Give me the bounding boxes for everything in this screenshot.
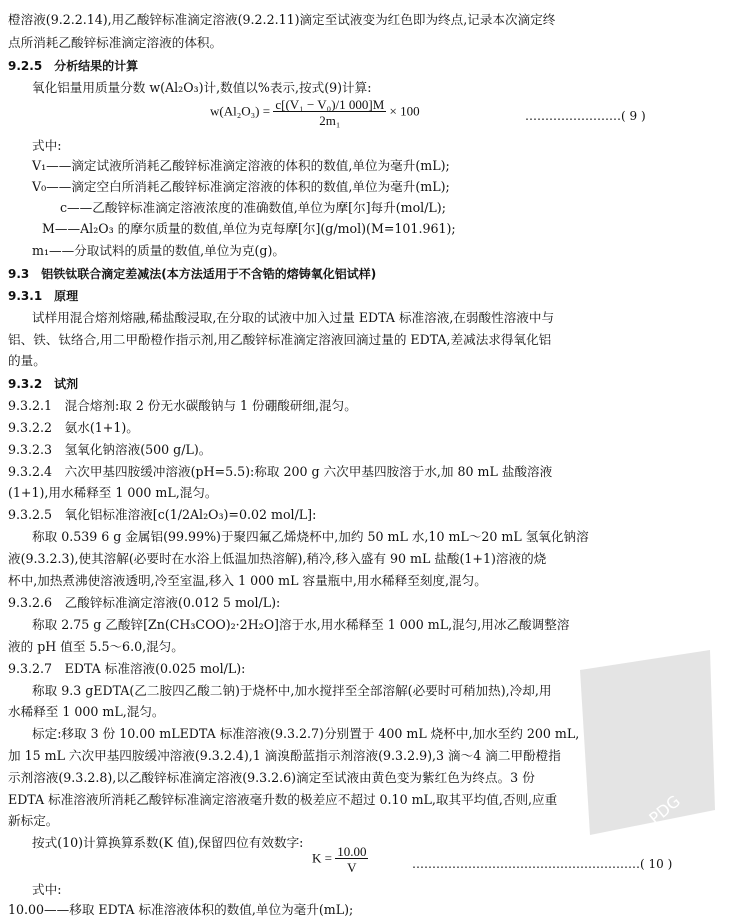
text-line: 式中:	[32, 882, 62, 897]
text-line: 10.00——移取 EDTA 标准溶液体积的数值,单位为毫升(mL);	[8, 902, 354, 917]
list-item: 9.3.2.6 乙酸锌标准滴定溶液(0.012 5 mol/L):	[8, 595, 281, 610]
text-line: 示剂溶液(9.3.2.8),以乙酸锌标准滴定溶液(9.3.2.6)滴定至试液由黄色变为紫红色为终点。3 份	[8, 770, 535, 785]
formula-9	[210, 98, 420, 127]
section-heading: 9.2.5 分析结果的计算	[8, 59, 139, 73]
formula-9-lhs: w(Al₂O₃) =	[210, 103, 271, 119]
text-line: 铝、铁、钛络合,用二甲酚橙作指示剂,用乙酸锌标准滴定溶液回滴过量的 EDTA,差减法求得氧化铝	[8, 332, 552, 347]
text-line: 点所消耗乙酸锌标准滴定溶液的体积。	[8, 35, 223, 50]
watermark-stamp	[560, 640, 720, 840]
text-line: 氧化铝量用质量分数 w(Al₂O₃)计,数值以%表示,按式(9)计算:	[32, 80, 372, 95]
formula-9-fraction	[273, 98, 386, 127]
text-line: 称取 2.75 g 乙酸锌[Zn(CH₃COO)₂·2H₂O]溶于水,用水稀释至 1 000 mL,混匀,用冰乙酸调整溶	[32, 617, 570, 632]
formula-10-label: …………………………………………………( 10 )	[412, 857, 673, 871]
text-line: 标定:移取 3 份 10.00 mLEDTA 标准溶液(9.3.2.7)分别置于 400 mL 烧杯中,加水至约 200 mL,	[32, 726, 580, 741]
list-item: 9.3.2.5 氧化铝标准溶液[c(1/2Al₂O₃)=0.02 mol/L]:	[8, 507, 317, 522]
text-line: 的量。	[8, 353, 46, 368]
symbol-definition: M——Al₂O₃ 的摩尔质量的数值,单位为克每摩[尔](g/mol)(M=101.961);	[42, 221, 456, 236]
formula-9-denominator: 2m₁	[319, 113, 341, 128]
text-line: 试样用混合熔剂熔融,稀盐酸浸取,在分取的试液中加入过量 EDTA 标准溶液,在弱酸性溶液中与	[32, 310, 555, 325]
text-line: 按式(10)计算换算系数(K 值),保留四位有效数字:	[32, 835, 304, 850]
text-line: 加 15 mL 六次甲基四胺缓冲溶液(9.3.2.4),1 滴溴酚蓝指示剂溶液(9.3.2.9),3 滴～4 滴二甲酚橙指	[8, 748, 561, 763]
symbol-definition: m₁——分取试料的质量的数值,单位为克(g)。	[32, 243, 285, 258]
list-item: 9.3.2.4 六次甲基四胺缓冲溶液(pH=5.5):称取 200 g 六次甲基四胺溶于水,加 80 mL 盐酸溶液	[8, 464, 553, 479]
text-line: 液(9.3.2.3),使其溶解(必要时在水浴上低温加热溶解),稍冷,移入盛有 90 mL 盐酸(1+1)溶液的烧	[8, 551, 547, 566]
list-item: 9.3.2.1 混合熔剂:取 2 份无水碳酸钠与 1 份硼酸研细,混匀。	[8, 398, 357, 413]
section-heading: 9.3.2 试剂	[8, 377, 79, 391]
symbol-definition: V₁——滴定试液所消耗乙酸锌标准滴定溶液的体积的数值,单位为毫升(mL);	[32, 158, 450, 173]
section-heading: 9.3 铝铁钛联合滴定差减法(本方法适用于不含锆的熔铸氧化铝试样)	[8, 267, 377, 281]
formula-10-denominator: V	[347, 860, 357, 875]
text-line: 水稀释至 1 000 mL,混匀。	[8, 704, 165, 719]
formula-10-lhs: K =	[312, 850, 332, 866]
watermark-text: PDG	[645, 791, 684, 829]
list-item: 9.3.2.7 EDTA 标准溶液(0.025 mol/L):	[8, 661, 246, 676]
formula-9-numerator: c[(V₁ − V₀)/1 000]M	[275, 97, 385, 112]
symbol-definition: c——乙酸锌标准滴定溶液浓度的准确数值,单位为摩[尔]每升(mol/L);	[60, 200, 446, 215]
text-line: 称取 9.3 gEDTA(乙二胺四乙酸二钠)于烧杯中,加水搅拌至全部溶解(必要时可稍加热),冷却,用	[32, 683, 552, 698]
formula-10-fraction	[335, 845, 368, 874]
list-item: 9.3.2.2 氨水(1+1)。	[8, 420, 139, 435]
text-line: EDTA 标准溶液所消耗乙酸锌标准滴定溶液毫升数的极差应不超过 0.10 mL,取其平均值,否则,应重	[8, 792, 558, 807]
list-item: 9.3.2.3 氢氧化钠溶液(500 g/L)。	[8, 442, 212, 457]
text-line: 新标定。	[8, 813, 59, 828]
text-line: 液的 pH 值至 5.5～6.0,混匀。	[8, 639, 184, 654]
symbol-definition: V₀——滴定空白所消耗乙酸锌标准滴定溶液的体积的数值,单位为毫升(mL);	[32, 179, 450, 194]
formula-9-label: ……………………( 9 )	[525, 109, 646, 123]
text-line: 橙溶液(9.2.2.14),用乙酸锌标准滴定溶液(9.2.2.11)滴定至试液变为红色即为终点,记录本次滴定终	[8, 12, 556, 27]
formula-10-numerator: 10.00	[337, 844, 367, 859]
formula-9-tail: × 100	[389, 103, 420, 119]
text-line: (1+1),用水稀释至 1 000 mL,混匀。	[8, 485, 218, 500]
formula-10	[312, 845, 368, 874]
text-line: 式中:	[32, 138, 62, 153]
section-heading: 9.3.1 原理	[8, 289, 79, 303]
text-line: 称取 0.539 6 g 金属铝(99.99%)于聚四氟乙烯烧杯中,加约 50 mL 水,10 mL～20 mL 氢氧化钠溶	[32, 529, 589, 544]
text-line: 杯中,加热煮沸使溶液透明,冷至室温,移入 1 000 mL 容量瓶中,用水稀释至刻度,混匀。	[8, 573, 487, 588]
